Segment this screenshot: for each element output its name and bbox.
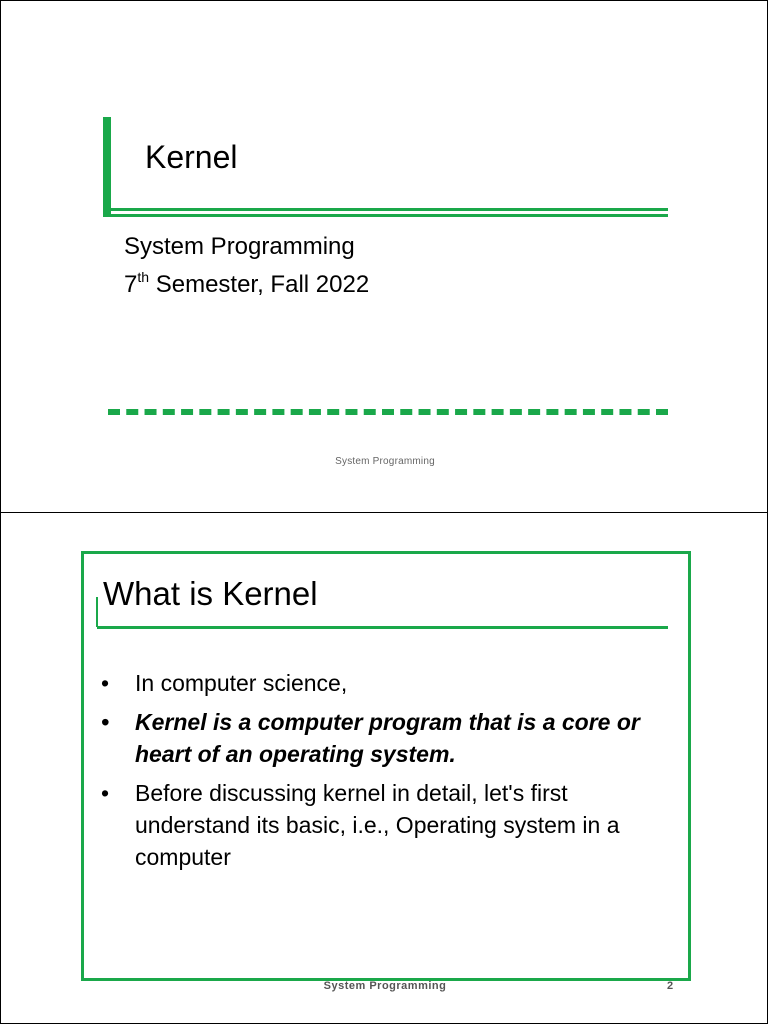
list-item — [99, 667, 669, 699]
list-item — [99, 706, 669, 770]
semester-info — [124, 269, 369, 301]
bullet-text: Kernel is a computer program that is a core or heart of an operating system. — [135, 709, 640, 767]
title-underline-top — [111, 208, 668, 211]
bullet-text: Before discussing kernel in detail, let's first understand its basic, i.e., Operating system in a computer — [135, 780, 620, 870]
bullet-icon: • — [101, 709, 110, 735]
page-number: 2 — [667, 980, 674, 992]
title-underline-bottom — [111, 214, 668, 217]
bullet-list — [99, 667, 669, 880]
semester-number: 7 — [124, 271, 138, 298]
dashed-divider — [108, 409, 668, 415]
slide-1-title: Kernel — [145, 139, 238, 175]
bullet-icon: • — [101, 780, 110, 806]
slide-2-title: What is Kernel — [103, 575, 318, 612]
bullet-text: In computer science, — [135, 670, 348, 696]
semester-ordinal-suffix: th — [137, 269, 150, 285]
list-item — [99, 777, 669, 873]
title-underline — [97, 626, 668, 629]
slide-2 — [0, 512, 768, 1024]
title-accent-bar — [103, 117, 111, 217]
title-accent-tick — [96, 597, 98, 627]
course-name: System Programming — [124, 233, 355, 260]
semester-text: Semester, Fall 2022 — [149, 271, 370, 298]
slide-2-footer: System Programming — [323, 980, 447, 992]
bullet-icon: • — [101, 670, 110, 696]
slide-1-footer: System Programming — [335, 456, 435, 467]
